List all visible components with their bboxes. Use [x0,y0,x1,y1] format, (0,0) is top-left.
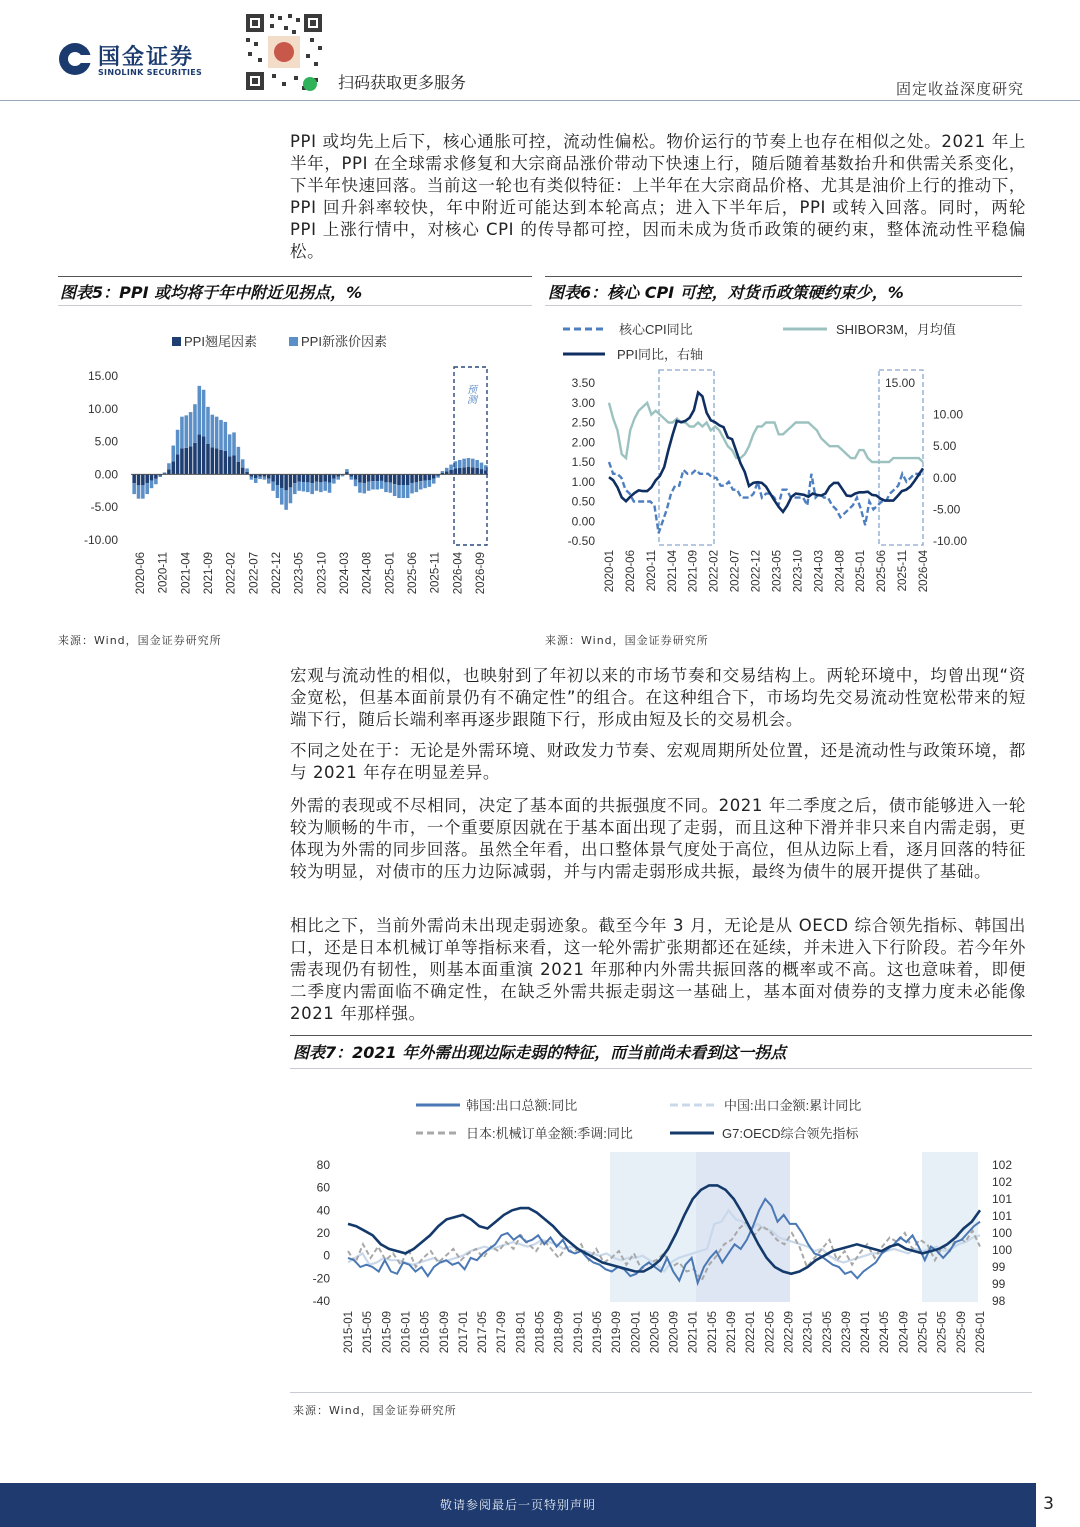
fig6-ltick: 0.50 [571,494,595,509]
fig5-bar-carry [154,474,158,478]
fig6-ltick: 3.50 [571,376,595,390]
fig5-xtick: 2021-04 [180,552,193,595]
fig5-xtick: 2024-08 [361,552,374,595]
fig7-title: 图表7：2021 年外需出现边际走弱的特征，而当前尚未看到这一拐点 [293,1043,787,1062]
fig5-bar-carry [189,446,193,474]
fig5-bar-carry [267,474,271,478]
fig5-bar-new [406,485,410,498]
fig5-bar-new [393,484,397,496]
fig5-bar-new [245,468,249,471]
fig6-xtick: 2023-10 [792,550,805,593]
fig5-bar-new [397,485,401,498]
fig5-xtick: 2023-05 [293,552,306,595]
fig7-rtick: 100 [992,1226,1013,1240]
fig5-bar-new [306,482,310,492]
fig7-ltick: 0 [323,1248,330,1263]
fig7-xtick: 2020-09 [668,1311,681,1354]
fig5-bar-carry [462,467,466,474]
header-divider [0,100,1080,101]
fig5-bar-new [206,407,210,444]
fig7-ltick: -20 [312,1271,330,1286]
fig5-bar-carry [458,468,462,474]
fig5-bar-new [432,479,436,484]
fig5-ytick: -10.00 [83,533,118,547]
fig6-rtick: 0.00 [933,470,957,485]
fig5-bar-new [423,481,427,489]
footer-disclaimer: 敬请参阅最后一页特别声明 [439,1498,596,1512]
fig5-bar-carry [480,469,484,474]
logo-cn: 国金证券 [98,45,195,70]
fig5-bar-new [367,482,371,491]
fig5-bar-new [480,463,484,469]
fig7-xtick: 2026-01 [975,1311,987,1354]
fig5-bar-new [449,465,453,470]
fig5-bar-carry [184,448,188,475]
fig5-bar-carry [384,474,388,482]
fig5-bar-new [158,476,162,477]
fig5-bar-carry [193,443,197,475]
fig5-bar-new [380,481,384,489]
fig6-ltick: 0.00 [571,514,595,529]
fig7-source: 来源：Wind，国金证券研究所 [293,1404,457,1417]
fig6-legend-core: 核心CPI同比 [619,322,693,337]
fig5-bar-new [319,482,323,492]
fig5-xtick: 2026-04 [452,552,465,595]
fig7-ltick: 80 [316,1158,330,1172]
fig5-bar-new [193,404,197,443]
fig5-bar-new [237,447,241,462]
fig5-bar-new [215,417,219,449]
fig5-bar-new [176,430,180,455]
fig7-title-rule [290,1068,1032,1069]
fig6-xtick: 2025-06 [876,550,889,593]
fig5-bar-new [267,479,271,484]
fig5-bar-new [171,446,175,462]
fig6-xtick: 2024-03 [813,550,826,593]
fig5-bar-carry [132,474,136,483]
fig5-bar-carry [367,474,371,481]
fig5-forecast-label: 预测 [464,384,476,404]
fig5-bar-new [250,477,254,480]
fig5-bar-new [150,481,154,489]
fig5-xtick: 2025-11 [429,552,442,594]
fig5-bar-carry [415,474,419,482]
fig7-legend-china: 中国:出口金额:累计同比 [724,1098,862,1113]
qr-code-icon [240,8,328,96]
fig7-legend-japan: 日本:机械订单金额:季调:同比 [466,1126,633,1141]
fig7-xtick: 2017-01 [457,1311,470,1354]
fig5-bar-carry [224,451,228,475]
fig7-xtick: 2015-01 [343,1311,355,1354]
fig5-bar-new [358,483,362,493]
fig7-xtick: 2019-05 [591,1311,604,1354]
fig5-bar-carry [471,467,475,474]
fig5-chart [58,310,532,620]
fig5-xtick: 2024-03 [339,552,351,595]
paragraph-4: 外需的表现或不尽相同，决定了基本面的共振强度不同。2021 年二季度之后，债市能够进入一轮较为顺畅的牛市，一个重要原因就在于基本面出现了走弱，而且这种下滑并非只来自内需走弱，更体现为外需的同步回落。虽然全年看，出口整体景气度处于高位，但从边际上看，逐月回落的特征较为明显，对债市的压力边际减弱，并与内需走弱形成共振，最终为债牛的展开提供了基础。 [290,796,1026,881]
fig7-xtick: 2018-01 [515,1311,528,1354]
fig5-bar-new [289,487,293,503]
fig5-bar-carry [280,474,284,488]
fig5-xtick: 2025-01 [384,552,397,595]
fig5-bar-new [271,482,275,491]
fig5-bar-carry [423,474,427,480]
fig5-bar-carry [271,474,275,481]
fig5-bar-carry [137,474,141,485]
fig5-bar-new [467,458,471,467]
paragraph-5: 相比之下，当前外需尚未出现走弱迹象。截至今年 3 月，无论是从 OECD 综合领先指标、韩国出口，还是日本机械订单等指标来看，这一轮外需扩张期都还在延续，并未进入下行阶段。若今年外需表现仍有韧性，则基本面重演 2021 年那种内外需共振回落的概率或不高。这也意味着，即便二季度内需面临不确定性，在缺乏外需共振走弱这一基础上，基本面对债券的支撑力度未必能像 2021 年那样强。 [290,916,1026,1023]
fig5-bar-carry [171,461,175,474]
fig7-rtick: 99 [992,1277,1006,1291]
fig5-bar-new [410,483,414,493]
fig5-bar-carry [432,474,436,478]
fig7-xtick: 2021-01 [687,1311,700,1354]
fig5-bar-carry [145,474,149,483]
fig5-bar-carry [332,474,336,478]
fig7-xtick: 2015-05 [362,1311,375,1354]
fig7-legend-korea: 韩国:出口总额:同比 [466,1098,578,1113]
fig5-bar-carry [328,474,332,482]
fig5-bar-carry [354,474,358,479]
fig5-bar-new [323,482,327,491]
fig7-xtick: 2016-09 [438,1311,451,1354]
fig5-bar-carry [180,448,184,474]
fig7-shade-2020 [610,1152,696,1302]
fig6-xtick: 2021-09 [687,550,700,593]
fig5-bar-new [428,480,432,487]
fig5-xtick: 2023-10 [316,552,329,595]
fig5-top-rule [58,276,532,277]
fig7-xtick: 2025-05 [936,1311,949,1354]
fig6-rtick: 5.00 [933,439,957,454]
fig5-bar-new [475,460,479,468]
fig5-bar-carry [310,474,314,483]
fig5-bar-new [415,482,419,492]
fig6-ltick: 1.50 [571,455,595,469]
fig5-bar-new [163,472,167,473]
fig7-rtick: 101 [992,1192,1013,1206]
page-number: 3 [1043,1494,1054,1514]
fig6-legend-ppi: PPI同比，右轴 [617,347,703,362]
fig5-bar-new [137,485,141,498]
fig5-bar-new [189,412,193,446]
fig7-xtick: 2024-05 [879,1311,892,1354]
fig5-bar-carry [206,444,210,474]
fig5-bar-carry [302,474,306,482]
fig6-ltick: 3.00 [571,395,595,410]
fig5-xtick: 2021-09 [203,552,215,595]
fig5-bar-new [228,434,232,456]
fig5-xtick: 2020-06 [135,552,147,595]
fig5-bar-carry [467,467,471,474]
fig5-ytick: -5.00 [90,500,118,515]
fig5-bar-new [280,488,284,505]
fig7-xtick: 2019-01 [572,1311,585,1354]
fig5-bar-new [145,483,149,494]
fig5-bar-new [419,481,423,489]
fig6-xtick: 2020-11 [645,550,658,592]
fig5-bar-carry [319,474,323,482]
fig5-bar-new [297,482,301,491]
fig7-shade-current [922,1152,978,1302]
fig6-rtick: -5.00 [933,502,961,517]
fig5-bar-carry [380,474,384,480]
fig5-bar-new [384,482,388,492]
fig7-xtick: 2017-05 [477,1311,490,1354]
fig5-legend-swatch-carry [172,337,181,346]
fig5-bar-carry [141,474,145,485]
fig7-rtick: 101 [992,1209,1013,1223]
fig5-bar-new [276,485,280,498]
fig7-xtick: 2025-01 [917,1311,930,1354]
fig5-bar-new [362,483,366,493]
fig5-bar-new [376,481,380,489]
fig5-bar-new [302,482,306,491]
fig6-chart [545,310,1022,620]
fig5-bar-carry [389,474,393,482]
fig5-bar-carry [362,474,366,483]
fig7-rtick: 102 [992,1175,1013,1189]
fig7-rtick: 100 [992,1243,1013,1257]
fig7-xtick: 2022-01 [745,1311,758,1354]
fig7-xtick: 2015-09 [381,1311,394,1354]
fig7-xtick: 2020-05 [649,1311,662,1354]
fig6-xtick: 2020-06 [624,550,637,593]
fig7-xtick: 2017-09 [496,1311,509,1354]
fig5-bar-new [167,463,171,469]
fig7-ltick: 20 [316,1226,330,1240]
report-section: 固定收益深度研究 [895,80,1024,98]
fig6-top-rule [545,276,1022,277]
fig7-xtick: 2023-01 [802,1311,815,1354]
fig6-rtick: 15.00 [885,376,916,390]
fig5-bar-new [258,476,262,479]
fig5-bar-carry [289,474,293,487]
fig5-bar-carry [475,468,479,474]
fig6-xtick: 2022-12 [750,550,763,593]
fig5-source: 来源：Wind，国金证券研究所 [58,634,222,647]
fig5-bar-carry [211,448,215,475]
fig5-bar-new [211,415,215,448]
fig6-xtick: 2022-02 [708,550,721,593]
fig7-rtick: 98 [992,1294,1006,1308]
fig5-bar-new [310,483,314,494]
fig5-bar-new [441,471,445,473]
fig5-bar-carry [241,468,245,475]
fig5-bar-carry [393,474,397,484]
fig5-bar-new [132,483,136,494]
fig5-bar-new [336,477,340,480]
fig5-bar-carry [297,474,301,481]
fig6-xtick: 2020-01 [604,550,616,593]
fig7-rtick: 102 [992,1158,1013,1172]
qr-caption: 扫码获取更多服务 [338,73,467,92]
fig5-bar-new [445,468,449,472]
fig7-bottom-rule [290,1392,1032,1393]
fig7-xtick: 2025-09 [955,1311,968,1354]
fig5-bar-carry [176,454,180,474]
fig7-ltick: -40 [312,1294,330,1308]
fig5-bar-new [284,490,288,509]
fig5-bar-carry [150,474,154,480]
fig5-bar-carry [397,474,401,485]
fig5-bar-carry [376,474,380,481]
fig5-bar-new [402,485,406,498]
fig6-line-shibor [609,403,923,462]
fig5-bar-carry [215,448,219,474]
fig5-bar-carry [371,474,375,481]
fig7-chart [290,1075,1032,1393]
fig5-bar-carry [198,435,202,475]
fig5-bar-new [345,469,349,472]
brand-logo [58,40,218,84]
fig5-bar-new [315,482,319,491]
fig5-bar-carry [358,474,362,482]
fig7-legend-oecd: G7:OECD综合领先指标 [722,1126,859,1141]
fig5-bar-new [436,476,440,478]
fig5-bar-carry [306,474,310,482]
fig7-xtick: 2018-09 [553,1311,566,1354]
fig5-bar-new [202,390,206,437]
fig6-title: 图表6：核心 CPI 可控，对货币政策硬约束少，% [548,283,904,302]
fig5-bar-carry [232,456,236,475]
fig5-xtick: 2022-02 [225,552,238,595]
fig5-bar-carry [428,474,432,480]
logo-mark-icon [58,42,92,76]
fig5-ytick: 10.00 [87,401,118,416]
fig7-xtick: 2016-01 [400,1311,413,1354]
fig5-bar-new [332,479,336,484]
logo-en: SINOLINK SECURITIES [98,68,203,77]
fig7-ltick: 40 [316,1203,330,1218]
fig5-bar-carry [254,474,258,478]
fig7-xtick: 2023-09 [840,1311,853,1354]
fig5-bar-new [141,485,145,498]
fig5-bar-new [458,460,462,468]
fig5-bar-new [154,479,158,484]
paragraph-2: 宏观与流动性的相似，也映射到了年初以来的市场节奏和交易结构上。两轮环境中，均曾出现“资金宽松，但基本面前景仍有不确定性”的组合。在这种组合下，市场均先交易流动性宽松带来的短端下行，随后长端利率再逐步跟随下行，形成由短及长的交易机会。 [290,666,1026,729]
fig5-bar-new [180,417,184,449]
fig5-bar-new [184,415,188,447]
fig5-bar-new [241,459,245,467]
paragraph-3: 不同之处在于：无论是外需环境、财政发力节奏、宏观周期所处位置，还是流动性与政策环境，都与 2021 年存在明显差异。 [290,741,1026,782]
fig5-bar-new [254,478,258,483]
fig7-xtick: 2021-05 [706,1311,719,1354]
fig5-bar-carry [228,456,232,474]
fig6-xtick: 2025-11 [897,550,910,592]
fig5-bar-new [224,422,228,451]
fig6-rtick: 10.00 [933,407,964,422]
fig6-title-rule [545,305,1022,306]
fig5-ytick: 15.00 [87,369,118,383]
fig6-xtick: 2024-08 [834,550,847,593]
fig6-rtick: -10.00 [933,534,968,548]
fig5-bar-carry [402,474,406,485]
fig5-bar-new [389,483,393,493]
fig5-xtick: 2022-12 [271,552,283,595]
fig5-title: 图表5：PPI 或均将于年中附近见拐点，% [60,283,363,302]
fig7-xtick: 2020-01 [630,1311,643,1354]
fig5-bar-carry [419,474,423,481]
fig5-bar-carry [449,470,453,474]
fig7-xtick: 2018-05 [534,1311,547,1354]
fig5-xtick: 2022-07 [248,552,261,595]
fig5-legend-new: PPI新涨价因素 [301,334,387,349]
fig5-bar-new [371,481,375,489]
fig6-legend-shibor: SHIBOR3M，月均值 [836,322,956,337]
fig5-bar-new [349,477,353,480]
fig6-ltick: 1.00 [571,474,595,489]
fig5-bar-carry [406,474,410,485]
fig6-xtick: 2022-07 [729,550,742,593]
fig6-source: 来源：Wind，国金证券研究所 [545,634,709,647]
fig6-ltick: 2.00 [571,435,595,450]
fig5-bar-new [462,459,466,468]
fig6-ltick: -0.50 [567,534,595,548]
fig6-xtick: 2025-01 [855,550,868,593]
fig5-bar-new [232,432,236,455]
fig7-shade-2021 [696,1152,790,1302]
fig7-xtick: 2022-05 [764,1311,777,1354]
fig5-bar-new [219,420,223,450]
fig5-bar-carry [167,469,171,474]
fig5-bar-carry [315,474,319,481]
fig5-bar-carry [219,450,223,475]
fig7-xtick: 2023-05 [821,1311,834,1354]
fig5-bar-new [328,483,332,493]
fig7-xtick: 2019-09 [611,1311,624,1354]
fig5-bar-carry [202,436,206,474]
fig5-bar-new [263,477,267,480]
fig5-legend-swatch-new [289,337,298,346]
fig5-bar-carry [237,462,241,474]
fig7-ltick: 60 [316,1180,330,1195]
fig5-ytick: 0.00 [94,467,118,482]
fig5-xtick: 2025-06 [407,552,419,595]
fig7-top-rule [290,1035,1032,1036]
fig6-xtick: 2026-04 [918,550,930,593]
fig7-xtick: 2016-05 [419,1311,432,1354]
fig6-line-core-cpi [609,462,923,533]
fig7-rtick: 99 [992,1260,1006,1274]
fig5-xtick: 2020-11 [157,552,170,594]
paragraph-1: PPI 或均先上后下，核心通胀可控，流动性偏松。物价运行的节奏上也存在相似之处。2021 年上半年，PPI 在全球需求修复和大宗商品涨价带动下快速上行，随后随着基数抬升和供需关系变化，下半年快速回落。当前这一轮也有类似特征：上半年在大宗商品价格、尤其是油价上行的推动下，PPI 回升斜率较快，年中附近可能达到本轮高点；进入下半年后，PPI 或转入回落。同时，两轮 PPI 上涨行情中，对核心 CPI 的传导都可控，因而未成为货币政策的硬约束，整体流动性平稳偏松。 [290,132,1026,261]
fig7-xtick: 2024-09 [898,1311,911,1354]
fig5-legend-carry: PPI翘尾因素 [184,334,257,349]
fig7-xtick: 2021-09 [726,1311,739,1354]
fig6-xtick: 2023-05 [771,550,784,593]
fig5-bar-carry [323,474,327,481]
fig7-xtick: 2022-09 [783,1311,796,1354]
fig5-title-rule [58,305,532,306]
fig6-xtick: 2021-04 [666,550,679,593]
fig5-bar-carry [293,474,297,483]
fig5-bar-new [354,480,358,486]
fig5-bar-carry [410,474,414,483]
fig7-xtick: 2024-01 [860,1311,873,1354]
fig5-bar-new [471,459,475,468]
fig5-bar-carry [276,474,280,485]
fig5-bar-carry [284,474,288,490]
fig6-ltick: 2.50 [571,415,595,430]
fig5-bar-new [293,483,297,494]
fig5-bar-new [341,475,345,476]
fig5-xtick: 2026-09 [475,552,487,595]
fig5-bar-new [198,386,202,435]
fig5-ytick: 5.00 [94,434,118,449]
